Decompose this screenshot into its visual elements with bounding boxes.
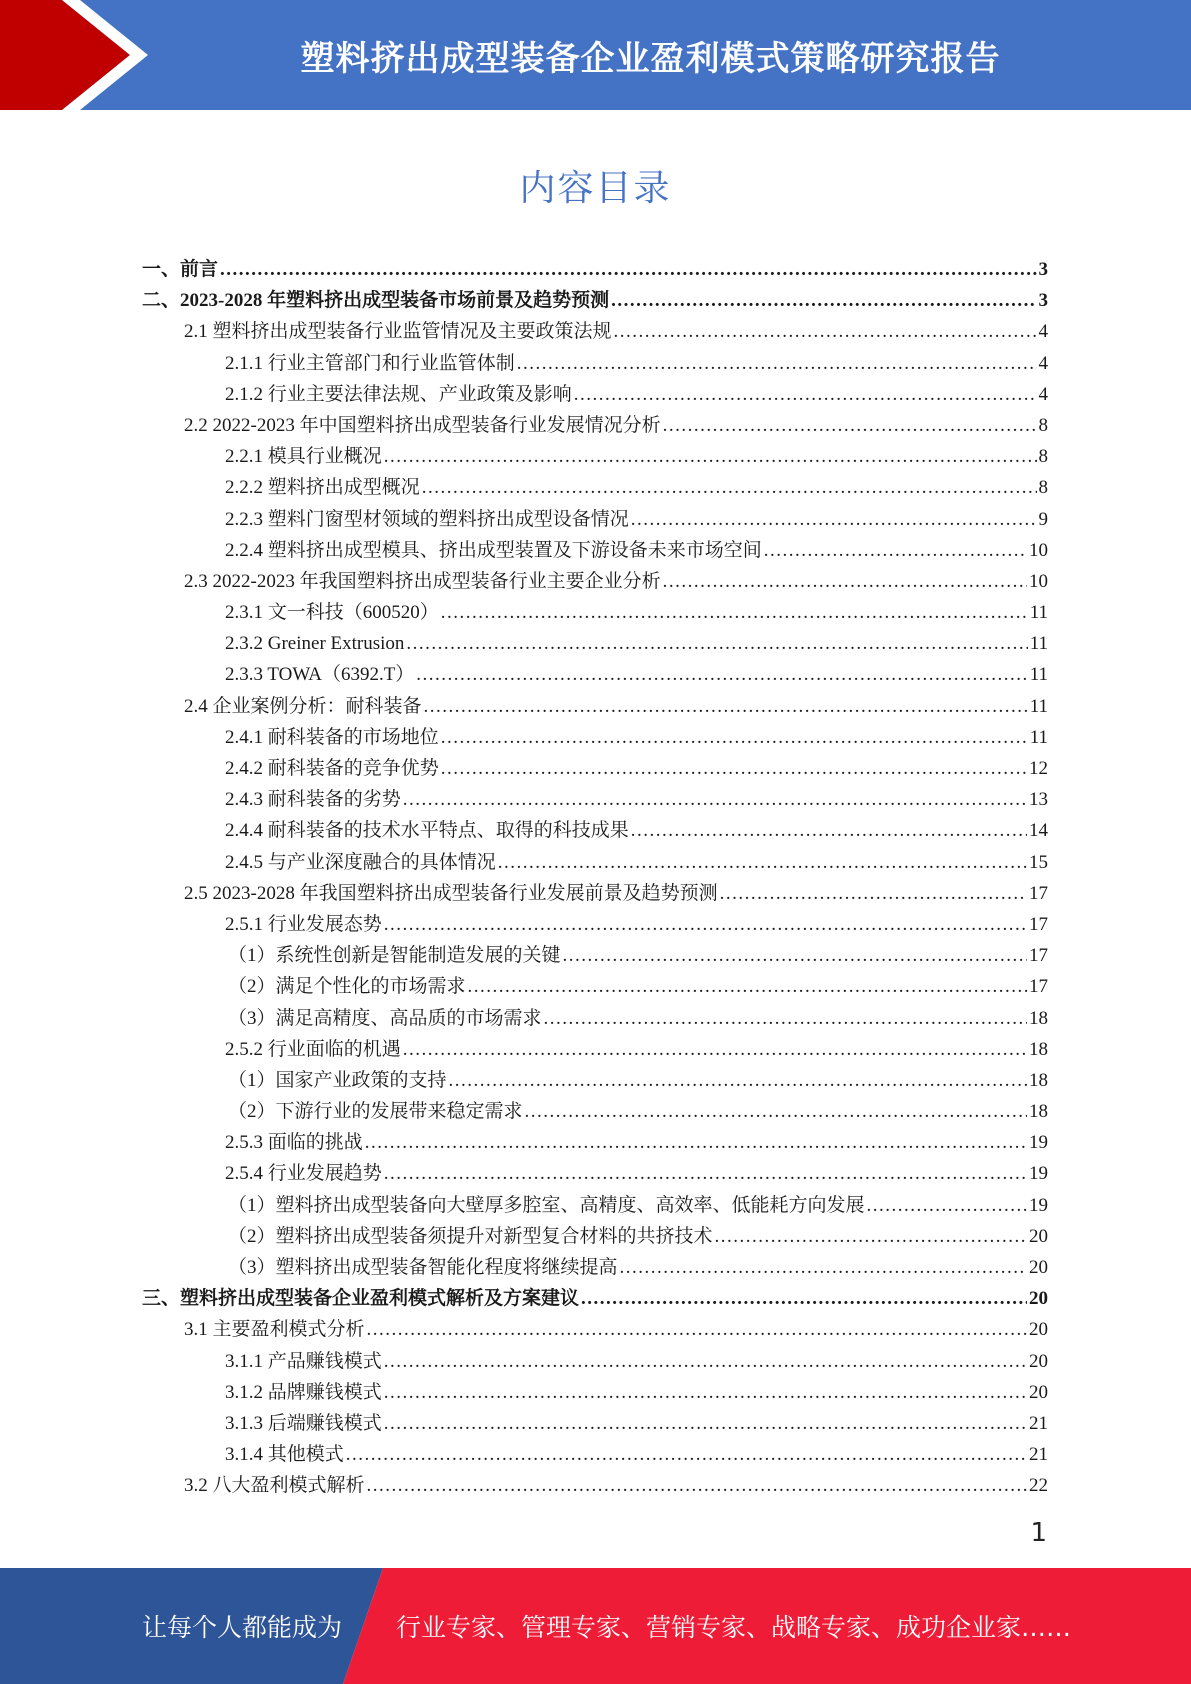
toc-entry-label: 2.5 2023-2028 年我国塑料挤出成型装备行业发展前景及趋势预测 <box>184 882 718 904</box>
toc-entry-label: 2.3.1 文一科技（600520） <box>225 602 439 624</box>
toc-dot-leader <box>367 1470 1027 1501</box>
toc-entry-label: 一、前言 <box>142 259 219 280</box>
toc-entry-page: 21 <box>1029 1444 1048 1466</box>
toc-entry-page: 8 <box>1038 446 1048 468</box>
toc-entry-label: 2.2.3 塑料门窗型材领域的塑料挤出成型设备情况 <box>225 508 629 530</box>
toc-title: 内容目录 <box>519 168 672 209</box>
toc-entry-page: 8 <box>1038 477 1048 499</box>
toc-entry-page: 4 <box>1038 352 1048 374</box>
table-of-contents <box>142 254 1048 1502</box>
toc-dot-leader <box>720 878 1027 909</box>
toc-dot-leader <box>715 1221 1027 1252</box>
toc-entry-label: 2.5.1 行业发展态势 <box>225 913 382 935</box>
toc-entry-label: 2.4.3 耐科装备的劣势 <box>225 789 401 811</box>
toc-entry[interactable] <box>142 878 1048 909</box>
toc-dot-leader <box>403 1034 1027 1065</box>
toc-dot-leader <box>403 784 1027 815</box>
toc-entry-page: 20 <box>1029 1288 1048 1310</box>
toc-entry-page: 17 <box>1029 945 1048 967</box>
toc-entry[interactable] <box>142 316 1048 347</box>
toc-entry[interactable] <box>142 691 1048 722</box>
toc-entry[interactable] <box>142 348 1048 379</box>
toc-entry[interactable] <box>142 940 1048 971</box>
toc-dot-leader <box>384 1346 1027 1377</box>
toc-entry-label: （2）塑料挤出成型装备须提升对新型复合材料的共挤技术 <box>228 1225 713 1247</box>
toc-entry[interactable] <box>142 1377 1048 1408</box>
toc-entry[interactable] <box>142 597 1048 628</box>
report-footer <box>0 1568 1191 1684</box>
toc-entry[interactable] <box>142 379 1048 410</box>
toc-entry[interactable] <box>142 1190 1048 1221</box>
toc-dot-leader <box>220 254 1036 285</box>
toc-entry-page: 18 <box>1029 1038 1048 1060</box>
toc-entry[interactable] <box>142 909 1048 940</box>
toc-entry-label: 2.2.1 模具行业概况 <box>225 446 382 468</box>
toc-entry-page: 11 <box>1029 664 1048 686</box>
toc-entry-label: 2.3.3 TOWA（6392.T） <box>225 664 415 686</box>
toc-entry-page: 14 <box>1029 820 1048 842</box>
toc-entry-page: 17 <box>1029 976 1048 998</box>
toc-dot-leader <box>384 441 1037 472</box>
toc-dot-leader <box>384 1408 1027 1439</box>
header-arrow-decoration <box>0 0 160 110</box>
toc-entry[interactable] <box>142 1221 1048 1252</box>
toc-dot-leader <box>468 971 1027 1002</box>
page-number: 1 <box>1030 1518 1047 1548</box>
toc-dot-leader <box>365 1127 1027 1158</box>
toc-entry[interactable] <box>142 1127 1048 1158</box>
toc-dot-leader <box>406 628 1027 659</box>
toc-dot-leader <box>422 472 1037 503</box>
toc-dot-leader <box>498 847 1027 878</box>
toc-entry-page: 12 <box>1029 758 1048 779</box>
toc-entry-page: 20 <box>1029 1225 1048 1247</box>
toc-entry-page: 18 <box>1029 1101 1048 1123</box>
toc-entry-page: 11 <box>1029 633 1048 655</box>
toc-entry-label: 3.1.4 其他模式 <box>225 1444 344 1466</box>
toc-entry[interactable] <box>142 1314 1048 1345</box>
toc-entry-page: 20 <box>1029 1381 1048 1403</box>
toc-dot-leader <box>441 597 1028 628</box>
toc-entry-page: 11 <box>1029 695 1048 717</box>
toc-dot-leader <box>367 1314 1027 1345</box>
toc-entry-page: 10 <box>1029 539 1048 561</box>
toc-dot-leader <box>620 1252 1027 1283</box>
toc-entry[interactable] <box>142 441 1048 472</box>
footer-slogan-left: 让每个人都能成为 <box>142 1613 343 1642</box>
toc-entry-page: 3 <box>1038 259 1048 280</box>
toc-dot-leader <box>544 1003 1027 1034</box>
toc-entry[interactable] <box>142 659 1048 690</box>
toc-entry-label: （3）满足高精度、高品质的市场需求 <box>228 1007 542 1029</box>
toc-entry-label: 2.1 塑料挤出成型装备行业监管情况及主要政策法规 <box>184 321 612 343</box>
toc-dot-leader <box>384 1158 1027 1189</box>
toc-entry-label: 3.1.2 品牌赚钱模式 <box>225 1381 382 1403</box>
toc-dot-leader <box>611 285 1036 316</box>
toc-entry-page: 4 <box>1038 383 1048 405</box>
toc-entry-page: 3 <box>1038 290 1048 312</box>
toc-entry[interactable] <box>142 815 1048 846</box>
toc-entry-label: 2.4.5 与产业深度融合的具体情况 <box>225 851 496 873</box>
toc-entry-page: 4 <box>1038 321 1048 343</box>
toc-entry[interactable] <box>142 1470 1048 1501</box>
toc-entry-label: （1）塑料挤出成型装备向大壁厚多腔室、高精度、高效率、低能耗方向发展 <box>228 1194 865 1216</box>
toc-entry-page: 18 <box>1029 1069 1048 1091</box>
toc-dot-leader <box>663 566 1027 597</box>
toc-entry-page: 19 <box>1029 1132 1048 1154</box>
toc-entry-page: 20 <box>1029 1257 1048 1278</box>
toc-dot-leader <box>424 691 1028 722</box>
toc-entry-label: 2.4 企业案例分析：耐科装备 <box>184 695 422 717</box>
footer-slogan-right: 行业专家、管理专家、营销专家、战略专家、成功企业家…… <box>396 1613 1072 1642</box>
toc-entry[interactable] <box>142 847 1048 878</box>
toc-entry-page: 11 <box>1029 726 1048 748</box>
toc-entry-page: 15 <box>1029 851 1048 873</box>
toc-dot-leader <box>449 1065 1027 1096</box>
toc-entry-label: 三、塑料挤出成型装备企业盈利模式解析及方案建议 <box>142 1288 580 1310</box>
toc-entry-label: 3.1 主要盈利模式分析 <box>184 1319 365 1341</box>
toc-entry[interactable] <box>142 535 1048 566</box>
toc-entry[interactable] <box>142 504 1048 535</box>
toc-entry-page: 20 <box>1029 1350 1048 1372</box>
toc-entry-label: 2.5.4 行业发展趋势 <box>225 1163 382 1185</box>
toc-dot-leader <box>384 1377 1027 1408</box>
toc-entry[interactable] <box>142 1003 1048 1034</box>
toc-dot-leader <box>581 1283 1027 1314</box>
toc-entry-label: （3）塑料挤出成型装备智能化程度将继续提高 <box>228 1257 618 1278</box>
toc-entry[interactable] <box>142 1096 1048 1127</box>
toc-entry[interactable] <box>142 722 1048 753</box>
toc-entry-label: 2.4.2 耐科装备的竞争优势 <box>225 758 439 779</box>
toc-entry[interactable] <box>142 1065 1048 1096</box>
toc-entry-page: 19 <box>1029 1194 1048 1216</box>
toc-entry[interactable] <box>142 784 1048 815</box>
toc-entry-page: 8 <box>1038 414 1048 436</box>
toc-entry-label: 3.2 八大盈利模式解析 <box>184 1475 365 1497</box>
toc-dot-leader <box>631 815 1027 846</box>
toc-entry[interactable] <box>142 1346 1048 1377</box>
toc-entry-label: 3.1.1 产品赚钱模式 <box>225 1350 382 1372</box>
toc-entry[interactable] <box>142 254 1048 285</box>
toc-entry-page: 19 <box>1029 1163 1048 1185</box>
toc-entry-page: 21 <box>1029 1412 1048 1434</box>
toc-entry-label: （1）系统性创新是智能制造发展的关键 <box>228 945 561 967</box>
report-header <box>0 0 1191 110</box>
toc-entry-page: 17 <box>1029 913 1048 935</box>
toc-dot-leader <box>867 1190 1027 1221</box>
toc-entry-label: 2.2 2022-2023 年中国塑料挤出成型装备行业发展情况分析 <box>184 414 661 436</box>
toc-entry-label: 2.4.4 耐科装备的技术水平特点、取得的科技成果 <box>225 820 629 842</box>
toc-dot-leader <box>517 348 1037 379</box>
toc-entry-label: 2.4.1 耐科装备的市场地位 <box>225 726 439 748</box>
toc-entry[interactable] <box>142 285 1048 316</box>
toc-entry[interactable] <box>142 1408 1048 1439</box>
toc-entry[interactable] <box>142 472 1048 503</box>
toc-dot-leader <box>441 753 1027 784</box>
toc-dot-leader <box>441 722 1028 753</box>
toc-dot-leader <box>346 1439 1027 1470</box>
toc-entry[interactable] <box>142 1158 1048 1189</box>
toc-entry-page: 9 <box>1038 508 1048 530</box>
toc-dot-leader <box>614 316 1037 347</box>
toc-entry-label: （2）下游行业的发展带来稳定需求 <box>228 1101 523 1123</box>
toc-entry-label: 二、2023-2028 年塑料挤出成型装备市场前景及趋势预测 <box>142 290 610 312</box>
toc-entry-label: 3.1.3 后端赚钱模式 <box>225 1412 382 1434</box>
toc-entry-page: 22 <box>1029 1475 1048 1497</box>
toc-entry-label: 2.3.2 Greiner Extrusion <box>225 633 405 655</box>
toc-dot-leader <box>764 535 1027 566</box>
toc-entry-page: 18 <box>1029 1007 1048 1029</box>
toc-entry-label: 2.5.3 面临的挑战 <box>225 1132 363 1154</box>
toc-dot-leader <box>525 1096 1027 1127</box>
report-title: 塑料挤出成型装备企业盈利模式策略研究报告 <box>300 38 1001 79</box>
toc-entry-page: 13 <box>1029 789 1048 811</box>
toc-entry[interactable] <box>142 1439 1048 1470</box>
toc-entry[interactable] <box>142 1283 1048 1314</box>
toc-dot-leader <box>416 659 1027 690</box>
toc-entry[interactable] <box>142 410 1048 441</box>
toc-entry[interactable] <box>142 753 1048 784</box>
toc-entry-label: 2.2.4 塑料挤出成型模具、挤出成型装置及下游设备未来市场空间 <box>225 539 762 561</box>
toc-entry[interactable] <box>142 971 1048 1002</box>
toc-entry-label: 2.3 2022-2023 年我国塑料挤出成型装备行业主要企业分析 <box>184 570 661 592</box>
toc-entry[interactable] <box>142 628 1048 659</box>
toc-entry-page: 11 <box>1029 602 1048 624</box>
toc-entry-label: 2.1.2 行业主要法律法规、产业政策及影响 <box>225 383 572 405</box>
toc-dot-leader <box>631 504 1037 535</box>
toc-entry-label: （1）国家产业政策的支持 <box>228 1069 447 1091</box>
toc-dot-leader <box>384 909 1027 940</box>
toc-entry-label: 2.1.1 行业主管部门和行业监管体制 <box>225 352 515 374</box>
toc-dot-leader <box>563 940 1027 971</box>
toc-entry-page: 10 <box>1029 570 1048 592</box>
toc-dot-leader <box>574 379 1037 410</box>
toc-entry[interactable] <box>142 1034 1048 1065</box>
toc-entry-label: （2）满足个性化的市场需求 <box>228 976 466 998</box>
toc-entry-label: 2.2.2 塑料挤出成型概况 <box>225 477 420 499</box>
toc-entry-page: 20 <box>1029 1319 1048 1341</box>
toc-entry[interactable] <box>142 566 1048 597</box>
toc-entry-label: 2.5.2 行业面临的机遇 <box>225 1038 401 1060</box>
toc-dot-leader <box>663 410 1037 441</box>
toc-entry[interactable] <box>142 1252 1048 1283</box>
toc-entry-page: 17 <box>1029 882 1048 904</box>
